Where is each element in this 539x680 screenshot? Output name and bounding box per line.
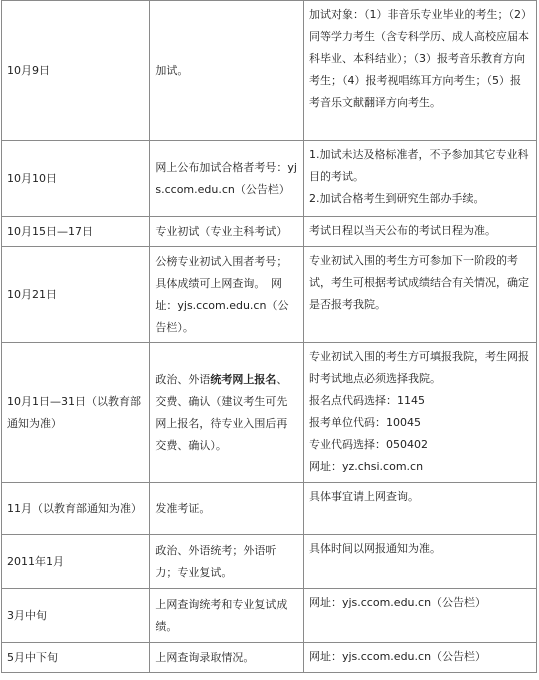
note-line: 报名点代码选择：1145 [308, 394, 425, 407]
admission-schedule-table [1, 0, 537, 673]
note-line: 1.加试未达及格标准者，不予参加其它专业科目的考试。 [308, 148, 529, 183]
date-cell: 10月1日—31日（以教育部通知为准） [2, 343, 150, 483]
note-cell: 加试对象：（1）非音乐专业毕业的考生；（2）同等学力考生（含专科学历、成人高校应届本科毕业、本科结业）；（3）报考音乐教育方向考生；（4）报考视唱练耳方向考生；（5）报考音乐文献翻译方向考生。 [303, 1, 536, 141]
note-line: 2.加试合格考生到研究生部办手续。 [308, 192, 485, 205]
event-cell: 专业初试（专业主科考试） [150, 217, 304, 247]
event-text: 、交费、确认（建议考生可先网上报名，待专业入围后再交费、确认）。 [155, 372, 288, 452]
date-cell: 11月（以教育部通知为准） [2, 483, 150, 535]
event-cell: 加试。 [150, 1, 304, 141]
event-cell [150, 343, 304, 483]
note-cell [303, 141, 536, 217]
date-cell: 10月9日 [2, 1, 150, 141]
event-cell: 公榜专业初试入围者考号；具体成绩可上网查询。 网址：yjs.ccom.edu.cn（公告栏）。 [150, 247, 304, 343]
date-cell: 10月21日 [2, 247, 150, 343]
event-cell: 上网查询录取情况。 [150, 643, 304, 673]
note-cell [303, 343, 536, 483]
table-row [2, 343, 537, 483]
table-row [2, 589, 537, 643]
note-cell: 网址：yjs.ccom.edu.cn（公告栏） [303, 589, 536, 643]
event-cell: 政治、外语统考；外语听力；专业复试。 [150, 535, 304, 589]
note-cell: 考试日程以当天公布的考试日程为准。 [303, 217, 536, 247]
event-cell: 网上公布加试合格者考号：yjs.ccom.edu.cn（公告栏） [150, 141, 304, 217]
table-row [2, 535, 537, 589]
note-line: 专业初试入围的考生方可填报我院，考生网报时考试地点必须选择我院。 [308, 350, 529, 385]
table-row [2, 247, 537, 343]
note-cell: 专业初试入围的考生方可参加下一阶段的考试，考生可根据考试成绩结合有关情况，确定是否报考我院。 [303, 247, 536, 343]
event-cell: 发准考证。 [150, 483, 304, 535]
note-cell: 具体时间以网报通知为准。 [303, 535, 536, 589]
event-text: 政治、外语 [155, 372, 211, 386]
date-cell: 2011年1月 [2, 535, 150, 589]
note-line: 报考单位代码：10045 [308, 416, 421, 429]
note-cell: 具体事宜请上网查询。 [303, 483, 536, 535]
table-row [2, 217, 537, 247]
note-cell: 网址：yjs.ccom.edu.cn（公告栏） [303, 643, 536, 673]
table-row [2, 1, 537, 141]
note-line: 专业代码选择：050402 [308, 438, 428, 451]
note-line: 网址：yz.chsi.com.cn [308, 460, 424, 473]
date-cell: 10月15日—17日 [2, 217, 150, 247]
date-cell: 5月中下旬 [2, 643, 150, 673]
table-row [2, 483, 537, 535]
date-cell: 3月中旬 [2, 589, 150, 643]
date-cell: 10月10日 [2, 141, 150, 217]
table-row [2, 141, 537, 217]
event-emphasis: 统考网上报名 [210, 372, 277, 386]
event-cell: 上网查询统考和专业复试成绩。 [150, 589, 304, 643]
table-row [2, 643, 537, 673]
